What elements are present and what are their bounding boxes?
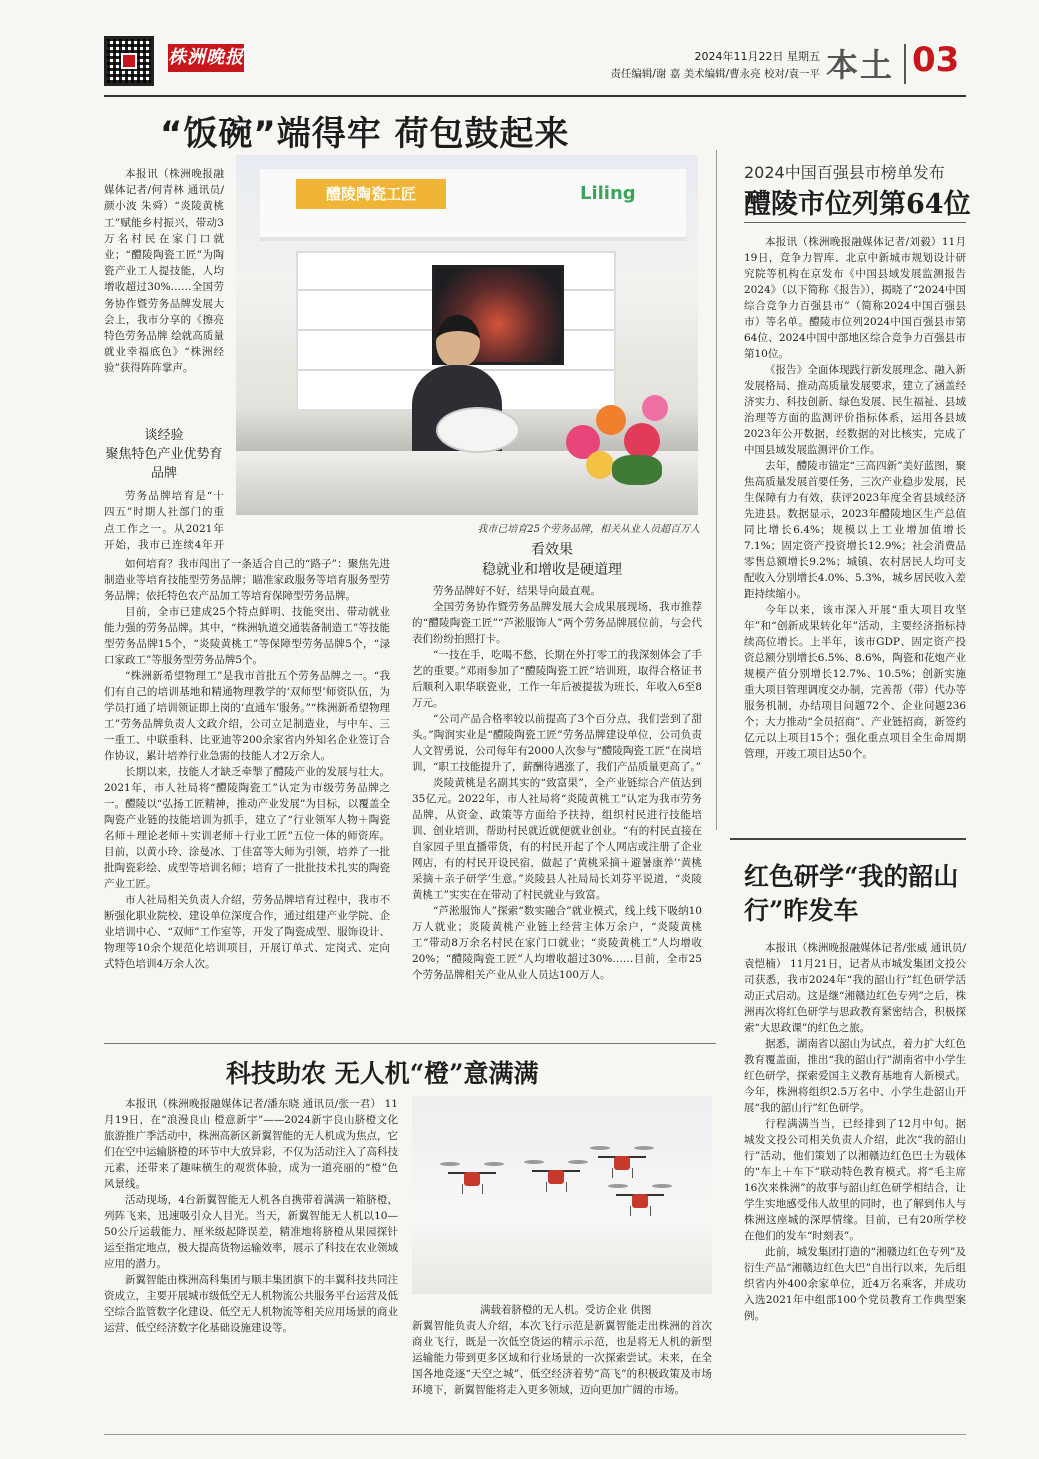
bottom-p2: 新翼智能由株洲高科集团与顺丰集团旗下的丰翼科技共同注资成立，主要开展城市级低空无人机物流公共服务平台运营及低空综合监管数字化建设、低空无人机物流等相关应用场景的商业运营、低空经济数字化基础设施建设等。 [104,1274,398,1334]
section-name: 本土 [826,46,895,84]
issue-date: 2024年11月22日 星期五 [694,50,820,63]
main-body2-p3: “公司产品合格率较以前提高了3个百分点，我们尝到了甜头。”陶润实业是“醴陵陶瓷工匠”劳务品牌建设单位，公司负责人文智勇说，公司每年有2000人次参与“醴陵陶瓷工匠”在岗培训，“职工技能提升了，薪酬待遇涨了，我们产品质量更高了。” [412,713,702,773]
right-article1-headline: 醴陵市位列第64位 [744,189,971,220]
bottom-p1: 活动现场，4台新翼智能无人机各自携带着满满一箱脐橙，列阵飞来，迅速吸引众人目光。当天，新翼智能无人机以10—50公斤运载能力、厘米级起降误差，精准地将脐橙从果园探针运至指定地点，极大提高货物运输效率，展示了科技在农业领域应用的潜力。 [104,1194,398,1270]
page-number: 03 [912,40,960,80]
main-body2-p2: “一技在手，吃喝不愁，长期在外打零工的我深刻体会了手艺的重要。”邓雨参加了“醴陵陶瓷工匠”培训班，取得合格证书后顺利入职华联瓷业，工作一年后被提拔为班长，年收入6至8万元。 [412,649,702,709]
main-photo-caption: 我市已培育25个劳务品牌，相关从业人员超百万人 [477,524,700,535]
bottom-body-left [104,1096,398,1426]
column-divider [716,150,717,830]
right-article2-body [744,940,966,1430]
bottom-headline: 科技助农 无人机“橙”意满满 [226,1059,539,1088]
main-body2-p5: “芦淞服饰人”探索“数实融合”就业模式，线上线下吸纳10万人就业；炎陵黄桃产业链上经营主体万余户，“炎陵黄桃工”带动8万余名村民在家门口就业；“炎陵黄桃工”人均增收20%；“醴陵陶瓷工匠”人均增收超过30%……目前，全市25个劳务品牌相关产业从业人员达100万人。 [412,905,702,981]
right-article1-p2: 去年，醴陵市锚定“三高四新”美好蓝图，聚焦高质量发展首要任务，三次产业稳步发展，民生保障有力有效，获评2023年度全省县域经济先进县。数据显示，2023年醴陵地区生产总值同比增长6.4%；规模以上工业增加值增长7.1%；固定资产投资增长12.9%；社会消费品零售总额增长9.2%；城镇、农村居民人均可支配收入分别增长4.0%、5.3%，城乡居民收入差距持续缩小。 [744,460,966,600]
flower-bouquet [556,395,686,495]
main-body1-rest [104,556,390,1024]
editor-credits: 责任编辑/谢 嘉 美术编辑/曹永亮 校对/袁一平 [610,68,820,80]
main-body2 [412,583,702,1025]
main-body1-p4: 长期以来，技能人才缺乏牵掣了醴陵产业的发展与壮大。2021年，市人社局将“醴陵陶瓷工”认定为市级劳务品牌之一。醴陵以“弘扬工匠精神，推动产业发展”为目标，以覆盖全陶瓷产业链的技能培训为抓手，建立了“行业领军人物＋陶瓷名师＋理论老师＋实训老师＋行业工匠”五位一体的师资库。目前，以黄小玲、涂曼冰、丁佳富等大师为引领，培养了一批批陶瓷彩绘、成型等培训名师；培育了一批批技术扎实的陶瓷产业工匠。 [104,766,390,890]
newspaper-logo: 株洲晚报 [168,44,244,72]
painted-plate [436,407,520,453]
main-subhead-2: 看效果 稳就业和增收是硬道理 [482,542,622,578]
drone-1 [440,1162,504,1196]
header-separator [904,44,906,84]
right-article2-headline: 红色研学“我的韶山行”昨发车 [744,862,959,925]
main-body2-p1: 全国劳务协作暨劳务品牌发展大会成果展现场，我市推荐的“醴陵陶瓷工匠”“芦淞服饰人”两个劳务品牌展位前，与会代表们纷纷拍照打卡。 [412,601,702,645]
main-body2-p0: 劳务品牌好不好，结果导向最直观。 [433,585,601,597]
artisan-head [436,315,480,367]
main-body1-p2: 目前，全市已建成25个特点鲜明、技能突出、带动就业能力强的劳务品牌。其中，“株洲轨道交通装备制造工”等技能型劳务品牌15个，“炎陵黄桃工”等保障型劳务品牌5个，“渌口家政工”等服务型劳务品牌5个。 [104,606,390,666]
right-article2-p2: 行程满满当当，已经排到了12月中旬。据城发文投公司相关负责人介绍，此次“我的韶山行”活动，他们策划了以湘赣边红色巴士为载体的“车上＋车下”联动特色教育模式。将“毛主席16次来株洲”的故事与韶山红色研学相结合，让学生实地感受伟人故里的同时，也了解到伟人与株洲这座城的深厚情缘。目前，已有20所学校在他们的发车“时刻表”。 [744,1118,966,1242]
right-article2-p1: 据悉，湖南省以韶山为试点，着力扩大红色教育覆盖面，推出“我的韶山行”湖南省中小学生红色研学，探索爱国主义教育基地育人新模式。今年，株洲将组织2.5万名中、小学生赴韶山开展“我的韶山行”红色研学。 [744,1038,966,1114]
drone-2 [524,1160,588,1194]
drone-3 [590,1146,654,1180]
main-body2-p4: 炎陵黄桃是名副其实的“致富果”，全产业链综合产值达到35亿元。2022年，市人社局将“炎陵黄桃工”认定为我市劳务品牌，从资金、政策等方面给予扶持，组织村民进行技能培训、创业培训，帮助村民就近就便就业创业。“有的村民直接在自家园子里直播带货，有的村民开起了个人网店或注册了企业网店，有的村民开设民宿，做起了‘黄桃采摘＋避暑康养’‘黄桃采摘＋亲子研学’生意。”炎陵县人社局局长刘芬平说道，“炎陵黄桃工”实实在在带动了村民就业与致富。 [412,777,702,901]
bottom-p3: 新翼智能负责人介绍，本次飞行示范是新翼智能走出株洲的首次商业飞行，既是一次低空货运的精示示范，也是将无人机的新型运输能力带到更多区域和行业场景的一次探索尝试。未来，在全国各地竞逐“天空之城”、低空经济着势“高飞”的积极政策及市场环境下，新翼智能将走入更多领域，迈向更加广阔的市场。 [412,1320,712,1396]
right-article2-p0: 本报讯（株洲晚报融媒体记者/张威 通讯员/袁恺楠） 11月21日，记者从市城发集团文投公司获悉，我市2024年“我的韶山行”红色研学活动正式启动。这是继“湘赣边红色专列”之后，株洲再次将红色研学与思政教育紧密结合，积极探索“大思政课”的红色之旅。 [744,942,966,1034]
bottom-section-rule [104,1043,716,1044]
right-article1-body [744,234,966,826]
photo-signboard [260,169,686,241]
main-body1-p0: 劳务品牌培育是“十四五”时期人社部门的重点工作之一。从2021年开始，我市已连续4年开 [104,490,224,552]
right-article1-p0: 本报讯（株洲晚报融媒体记者/刘毅）11月19日，竞争力智库、北京中新城市规划设计研究院等机构在京发布《中国县域发展监测报告2024》（以下简称《报告》），揭晓了“2024中国综合竞争力百强县市”（简称2024中国百强县市）等名单。醴陵市位列2024中国百强县市第64位、2024中国中部地区综合竞争力百强县市第10位。 [744,236,966,360]
bottom-p0: 本报讯（株洲晚报融媒体记者/潘东晓 通讯员/张一君） 11月19日，在“浪漫良山 橙意新宇”——2024新宇良山脐橙文化旅游推广季活动中，株洲高新区新翼智能的无人机成为焦点，它们在空中运输脐橙的环节中大放异彩，不仅为活动注入了高科技元素，还带来了趣味横生的观赏体验，成为一道亮丽的“橙”色风景线。 [104,1098,398,1190]
right-article1-kicker: 2024中国百强县市榜单发布 [744,163,945,182]
main-body1-p1: 如何培育？我市闯出了一条适合自己的“路子”：聚焦先进制造业等培育技能型劳务品牌；瞄准家政服务等培育服务型劳务品牌；依托特色农产品加工等培育保障型劳务品牌。 [104,558,390,602]
drone-4 [608,1184,672,1218]
photo-sign-text: 醴陵陶瓷工匠 [296,179,446,209]
main-body1-p3: “株洲新希望物理工”是我市首批五个劳务品牌之一。“我们有自己的培训基地和精通物理教学的‘双师型’师资队伍，为学员打通了培训领证即上岗的‘直通车’服务。”“株洲新希望物理工”劳务品牌负责人文政介绍，公司立足制造业，与中车、三一重工、中联重科、比亚迪等200余家省内外知名企业签订合作协议，累计培养行业急需的技能人才2万余人。 [104,670,390,762]
main-subhead-1: 谈经验 聚焦特色产业优势育品牌 [105,428,223,481]
drone-photo-caption: 满载着脐橙的无人机。受访企业 供图 [480,1304,652,1316]
footer-rule [104,1434,966,1435]
header-rule [104,95,966,97]
right-article1-p1: 《报告》全面体现践行新发展理念、融入新发展格局、推动高质量发展要求，建立了涵盖经济实力、科技创新、绿色发展、民生福祉、县域治理等方面的监测评价指标体系，运用各县域2023年公开数据，经数据的对比核实，完成了中国县域发展监测评价工作。 [744,364,966,456]
right-article2-p3: 此前，城发集团打造的“湘赣边红色专列”及衍生产品“湘赣边红色大巴”自出行以来，先后组织省内外400余家单位，近4万名乘客，并成功入选2021年中组部100个党员教育工作典型案例。 [744,1246,966,1322]
right-article1-p3: 今年以来，该市深入开展“重大项目攻坚年”和“创新成果转化年”活动，主要经济指标持续高位增长。上半年，该市GDP、固定资产投资总额分别增长6.5%、8.6%，陶瓷和花炮产业规模产值分别增长12.7%、10.5%；创新实施重大项目管理调度交办制，完善帮（带）代办等服务机制，办结项目问题72个、企业问题236个；大力推动“全员招商”、产业链招商，新签约亿元以上项目15个；强化重点项目全生命周期管理，开竣工项目达50个。 [744,604,966,760]
main-body1-p5: 市人社局相关负责人介绍，劳务品牌培育过程中，我市不断强化职业院校、建设单位深度合作，通过组建产业学院、企业培训中心、“双师”工作室等，开发了陶瓷成型、服饰设计、物理等10余个规范化培训项目，开展订单式、定岗式、定向式特色培训4万余人次。 [104,894,390,970]
drone-photo [412,1096,712,1294]
right-section-rule [730,838,966,840]
main-headline: “饭碗”端得牢 荷包鼓起来 [160,114,570,154]
qr-center-mark [121,53,137,69]
ceramic-workshop-photo [236,155,698,515]
photo-sign-logo: Liling [580,183,636,204]
main-lead: 本报讯（株洲晚报融媒体记者/何青林 通讯员/颜小波 朱舜）“炎陵黄桃工”赋能乡村振兴，带动3万名村民在家门口就业；“醴陵陶瓷工匠”为陶瓷产业工人提技能，人均增收超过30%……全国劳务协作暨劳务品牌发展大会上，我市分享的《擦亮特色劳务品牌 绘就高质量就业幸福底色》“株洲经验”获得阵阵掌声。 [104,168,224,375]
right-article1-rule [744,222,966,223]
